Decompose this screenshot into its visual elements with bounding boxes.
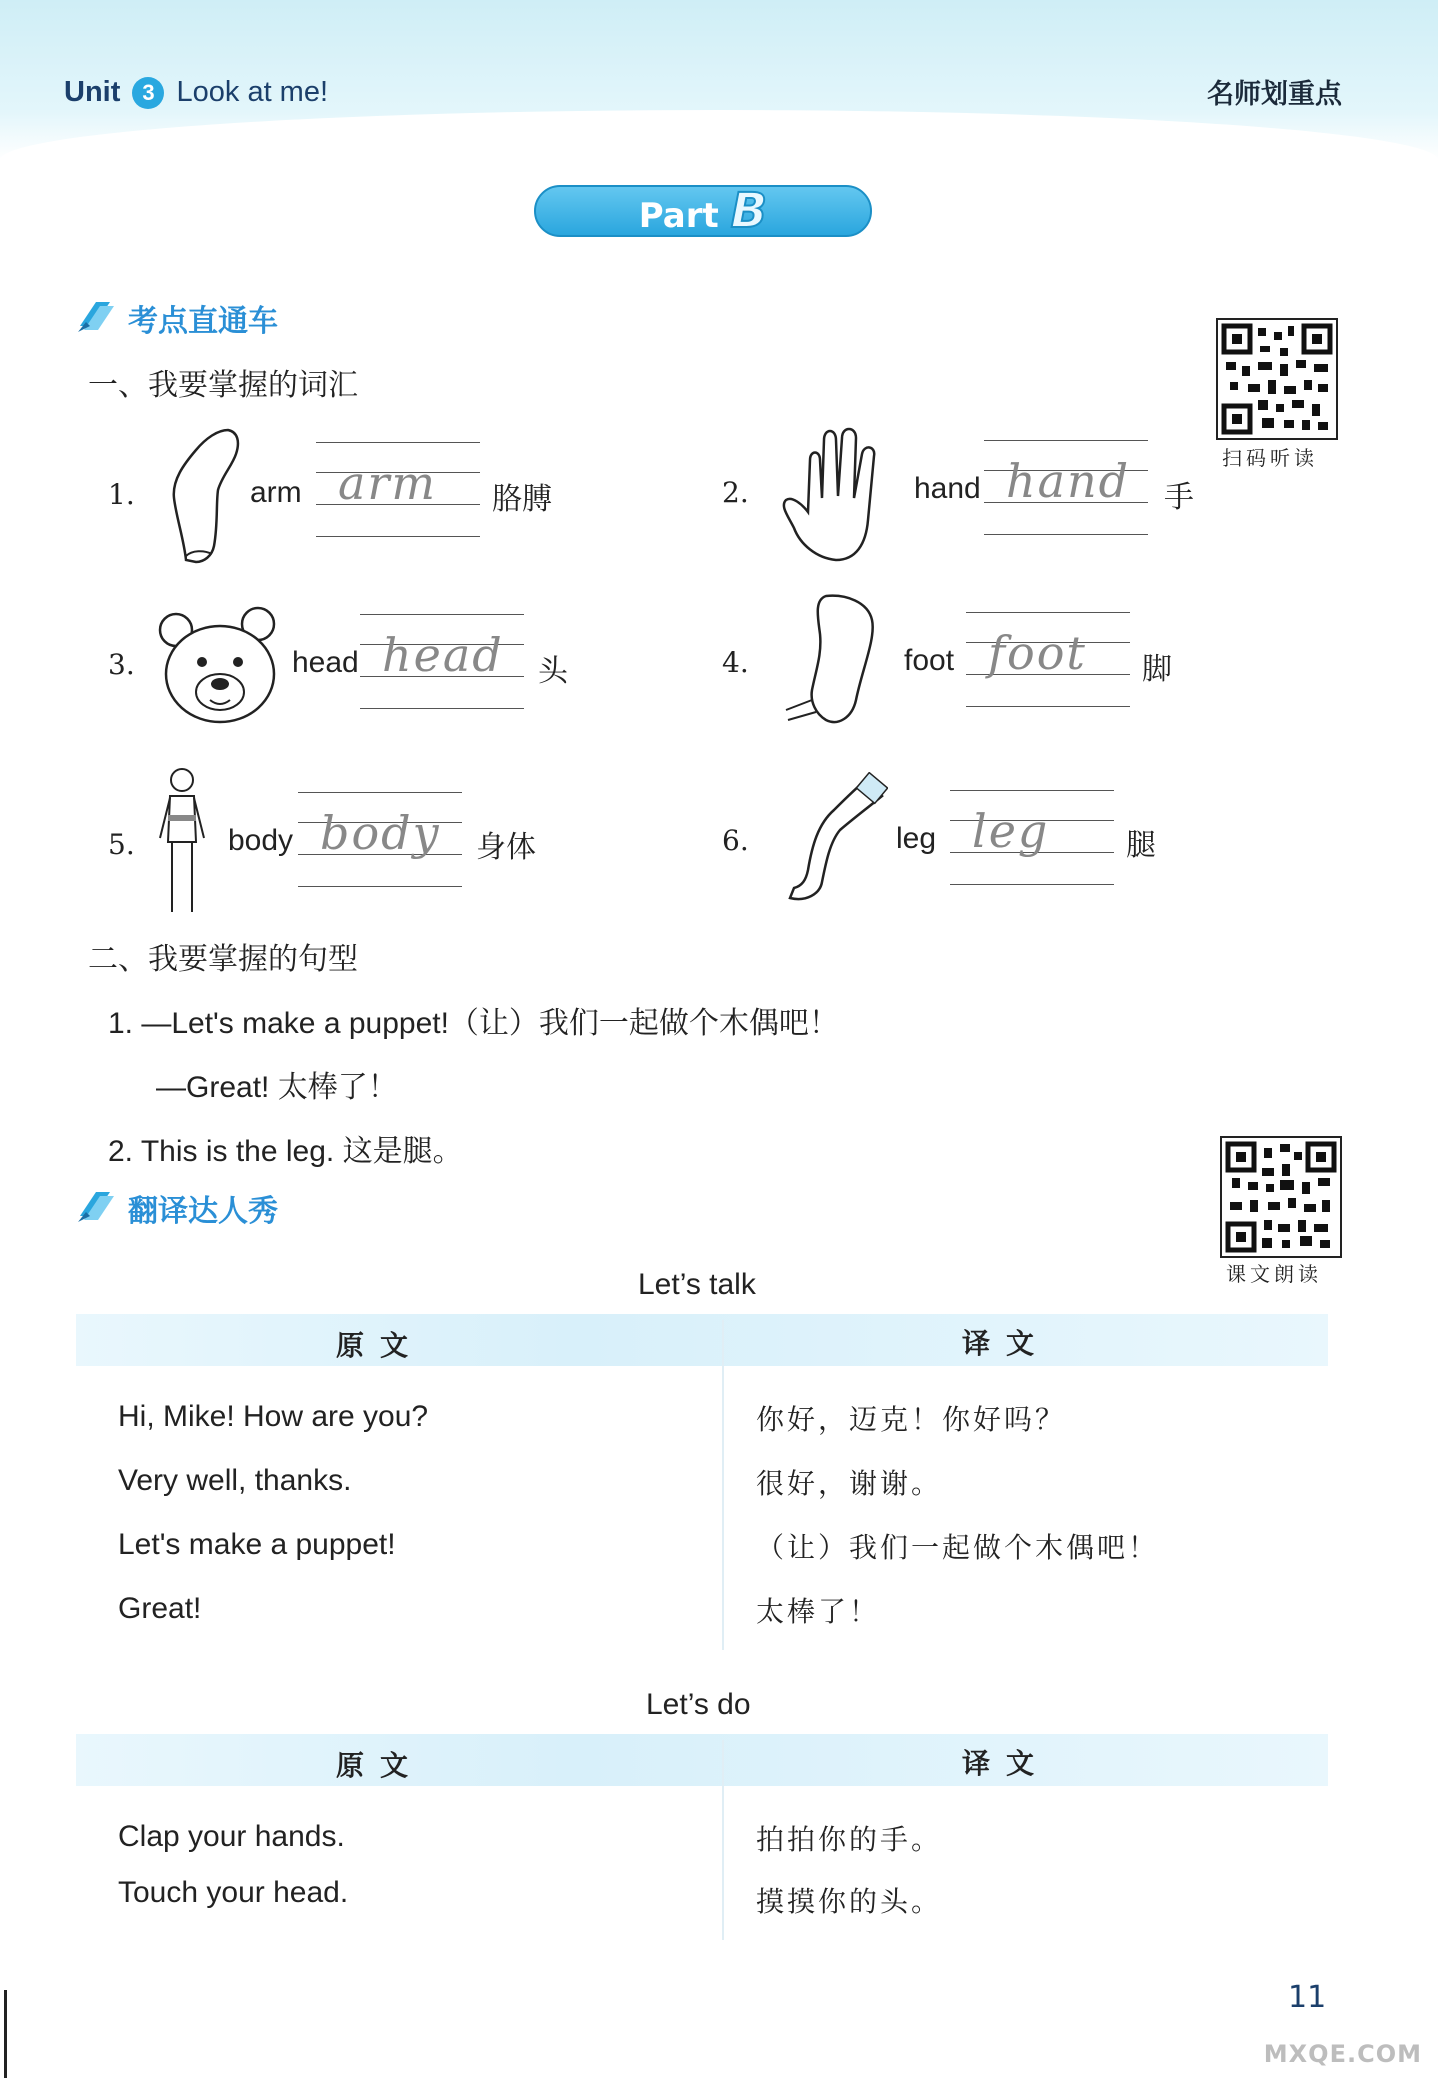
do-col-original: 原文 — [336, 1749, 425, 1782]
talk-row-en: Great! — [118, 1592, 202, 1625]
hand-illustration — [776, 420, 896, 566]
writing-lines — [950, 790, 1114, 886]
unit-word: Unit — [64, 76, 121, 108]
section-title-exam-points: 考点直通车 — [128, 304, 278, 339]
vocab-number: 3. — [108, 648, 135, 681]
arm-illustration — [156, 420, 246, 566]
vocab-translation: 腿 — [1126, 828, 1156, 863]
section-title-translation: 翻译达人秀 — [128, 1194, 278, 1229]
sentence-line: 1. —Let's make a puppet!（让）我们一起做个木偶吧！ — [108, 1007, 839, 1040]
sentence-line: —Great! 太棒了！ — [156, 1071, 398, 1104]
page-number: 11 — [1288, 1980, 1327, 2015]
foot-illustration — [776, 590, 886, 730]
brand-label: 名师划重点 — [1207, 79, 1342, 110]
vocab-number: 1. — [108, 478, 135, 511]
vocab-translation: 头 — [538, 654, 568, 689]
copy-script: hand — [1006, 454, 1131, 508]
part-banner — [534, 185, 872, 237]
vocab-heading: 一、我要掌握的词汇 — [88, 368, 358, 403]
talk-title: Let’s talk — [638, 1268, 756, 1301]
copy-script: head — [382, 628, 504, 682]
writing-lines — [966, 612, 1130, 708]
talk-row-en: Very well, thanks. — [118, 1464, 352, 1497]
vocab-translation: 胳膊 — [492, 482, 552, 517]
copy-script: leg — [972, 804, 1050, 858]
part-letter: B — [730, 183, 768, 239]
leg-illustration — [776, 772, 888, 906]
vocab-word: hand — [914, 472, 981, 505]
qr-icon — [1222, 1138, 1340, 1256]
page-margin-line — [4, 1990, 7, 2078]
vocab-number: 6. — [722, 824, 749, 857]
do-row-en: Touch your head. — [118, 1876, 349, 1909]
vocab-number: 4. — [722, 646, 749, 679]
body-illustration — [148, 764, 216, 922]
unit-title: Look at me! — [176, 76, 329, 108]
writing-lines — [316, 442, 480, 538]
copy-script: foot — [988, 626, 1087, 680]
do-row-en: Clap your hands. — [118, 1820, 345, 1853]
talk-row-en: Let's make a puppet! — [118, 1528, 396, 1561]
talk-row-zh: 很好，谢谢。 — [756, 1467, 943, 1500]
sentence-heading: 二、我要掌握的句型 — [88, 942, 358, 977]
do-row-zh: 摸摸你的头。 — [756, 1885, 943, 1918]
talk-row-en: Hi, Mike! How are you? — [118, 1400, 429, 1433]
qr-code-text-reading[interactable] — [1220, 1136, 1342, 1258]
vocab-word: head — [292, 646, 359, 679]
unit-number-badge: 3 — [132, 77, 164, 109]
do-row-zh: 拍拍你的手。 — [756, 1823, 943, 1856]
talk-row-zh: 太棒了！ — [756, 1595, 881, 1628]
qr-caption-text-reading: 课文朗读 — [1226, 1262, 1322, 1286]
talk-divider — [722, 1320, 724, 1650]
vocab-translation: 脚 — [1142, 652, 1172, 687]
qr-code-listen[interactable] — [1216, 318, 1338, 440]
talk-col-translation: 译文 — [962, 1327, 1051, 1360]
part-word: Part — [638, 196, 719, 236]
pencil-book-icon — [76, 1186, 118, 1224]
talk-header-band — [76, 1314, 1328, 1366]
vocab-word: arm — [250, 476, 302, 509]
watermark: MXQE.COM — [1263, 2040, 1422, 2068]
qr-icon — [1218, 320, 1336, 438]
pencil-book-icon — [76, 296, 118, 334]
vocab-translation: 手 — [1164, 480, 1194, 515]
talk-row-zh: （让）我们一起做个木偶吧！ — [756, 1531, 1160, 1564]
vocab-translation: 身体 — [476, 830, 536, 865]
writing-lines — [984, 440, 1148, 536]
writing-lines — [360, 614, 524, 710]
vocab-word: leg — [896, 822, 937, 855]
do-title: Let’s do — [646, 1688, 751, 1721]
talk-row-zh: 你好，迈克！你好吗？ — [756, 1403, 1067, 1436]
sentence-line: 2. This is the leg. 这是腿。 — [108, 1135, 463, 1168]
vocab-word: foot — [904, 644, 955, 677]
bear-head-illustration — [154, 604, 284, 728]
vocab-word: body — [228, 824, 294, 857]
talk-col-original: 原文 — [336, 1329, 425, 1362]
do-col-translation: 译文 — [962, 1747, 1051, 1780]
vocab-number: 2. — [722, 476, 749, 509]
do-header-band — [76, 1734, 1328, 1786]
unit-label — [64, 76, 328, 109]
do-divider — [722, 1740, 724, 1940]
copy-script: arm — [338, 456, 438, 510]
copy-script: body — [320, 806, 441, 860]
qr-caption-listen: 扫码听读 — [1222, 446, 1318, 470]
writing-lines — [298, 792, 462, 888]
vocab-number: 5. — [108, 828, 135, 861]
